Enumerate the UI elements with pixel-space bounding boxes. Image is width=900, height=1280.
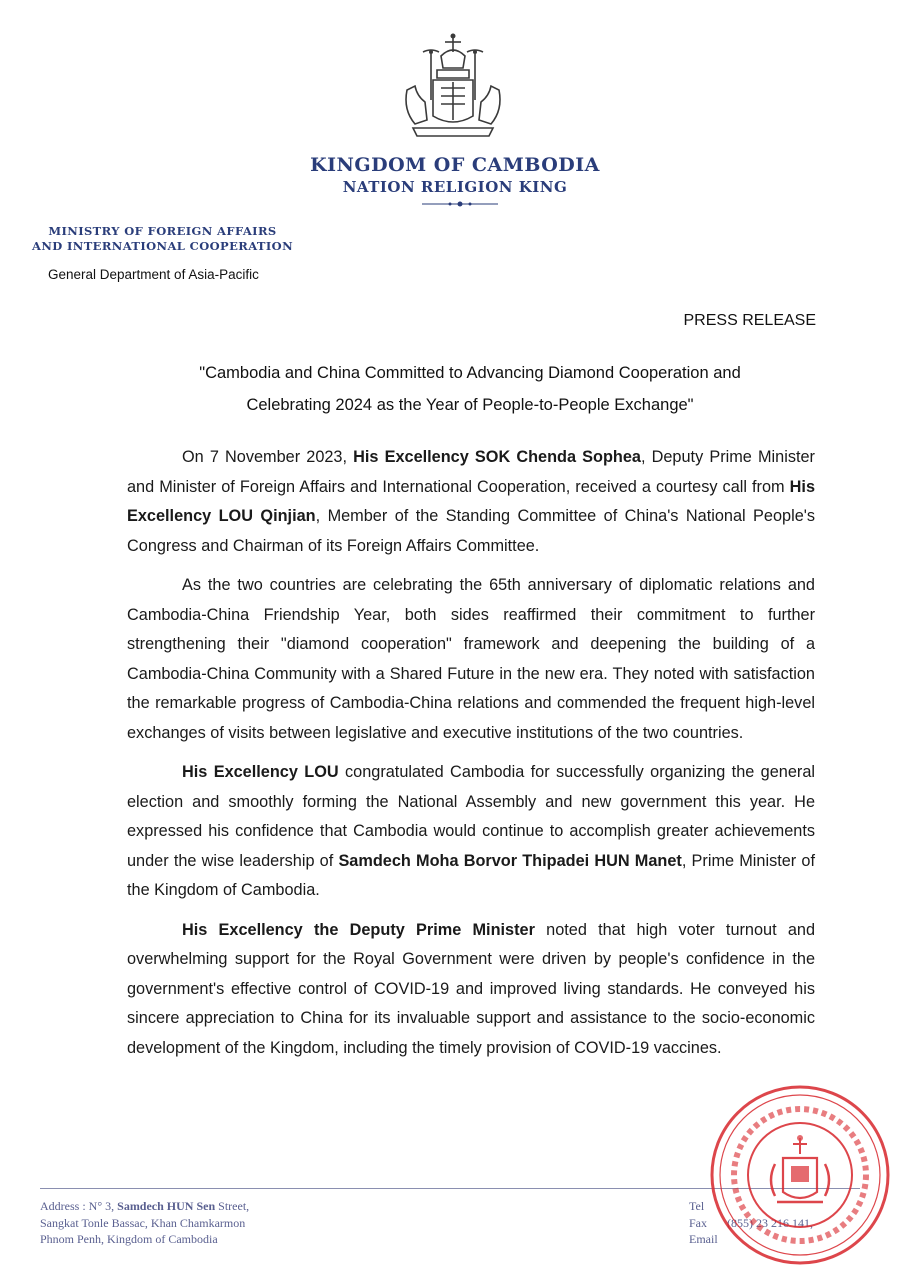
- title-line-1: "Cambodia and China Committed to Advancing Diamond Cooperation and: [199, 364, 741, 382]
- national-motto: NATION RELIGION KING: [342, 178, 568, 196]
- address-line-1: [40, 1198, 249, 1215]
- press-release-title: [90, 357, 850, 421]
- paragraph-1: [127, 443, 815, 561]
- text-run: , Deputy Prime Minister and Minister of Foreign Affairs and International Cooperation, received a courtesy call from: [127, 448, 815, 496]
- bold-name: His Excellency SOK Chenda Sophea: [353, 448, 641, 466]
- paragraph-2: [127, 571, 815, 748]
- fax-value: (855) 23 216 141,: [727, 1215, 813, 1230]
- address-street-rest: Street,: [215, 1199, 250, 1213]
- official-seal-icon: [705, 1080, 895, 1270]
- document-label: PRESS RELEASE: [683, 312, 816, 329]
- paragraph-4: [127, 916, 815, 1064]
- bold-name: His Excellency LOU Qinjian: [127, 477, 815, 525]
- text-run: , Member of the Standing Committee of China's National People's Congress and Chairman of its Foreign Affairs Committee.: [127, 507, 815, 555]
- bold-name: His Excellency LOU: [182, 763, 339, 781]
- address-line-3: Phnom Penh, Kingdom of Cambodia: [40, 1232, 218, 1246]
- text-run: congratulated Cambodia for successfully organizing the general election and smoothly forming the National Assembly and new government this year. He expressed his confidence that Cambodia would continue to accomplish greater achievements under the wise leadership of: [127, 763, 815, 870]
- address-label: Address : N° 3,: [40, 1199, 118, 1213]
- address-line-2: Sangkat Tonle Bassac, Khan Chamkarmon: [40, 1215, 246, 1230]
- footer-address: [40, 1198, 249, 1248]
- ministry-name-line1: MINISTRY OF FOREIGN AFFAIRS: [48, 224, 277, 238]
- text-run: On 7 November 2023,: [182, 448, 354, 466]
- text-run: As the two countries are celebrating the 65th anniversary of diplomatic relations and Cambodia-China Friendship Year, both sides reaffirmed their commitment to further strengthening their "diamond cooperation" framework and deepening the building of a Cambodia-China Community with a Shared Future in the new era. They noted with satisfaction the remarkable progress of Cambodia-China relations and commended the frequent high-level exchanges of visits between legislative and executive institutions of the two countries.: [127, 576, 815, 742]
- paragraph-3: [127, 758, 815, 906]
- ministry-name-line2: AND INTERNATIONAL COOPERATION: [32, 239, 293, 253]
- text-run: , Prime Minister of the Kingdom of Cambodia.: [127, 851, 815, 899]
- address-street: Samdech HUN Sen: [117, 1199, 216, 1213]
- fax-label: Fax: [689, 1215, 707, 1230]
- email-label: Email: [689, 1232, 718, 1246]
- press-release-body: [127, 443, 815, 1073]
- department-name: General Department of Asia-Pacific: [48, 267, 259, 282]
- title-line-2: Celebrating 2024 as the Year of People-to-People Exchange": [246, 396, 694, 414]
- divider-ornament-icon: [420, 199, 500, 209]
- bold-name: Samdech Moha Borvor Thipadei HUN Manet: [338, 851, 682, 870]
- tel-label: Tel: [689, 1199, 705, 1213]
- text-run: noted that high voter turnout and overwhelming support for the Royal Government were driven by people's confidence in the government's effective control of COVID-19 and improved living standards. He conveyed his sincere appreciation to China for its invaluable support and assistance to the socio-economic development of the Kingdom, including the timely provision of COVID-19 vaccines.: [127, 920, 815, 1057]
- royal-coat-of-arms-icon: [393, 30, 513, 142]
- bold-name: His Excellency the Deputy Prime Minister: [182, 920, 535, 939]
- kingdom-name: KINGDOM OF CAMBODIA: [310, 154, 600, 176]
